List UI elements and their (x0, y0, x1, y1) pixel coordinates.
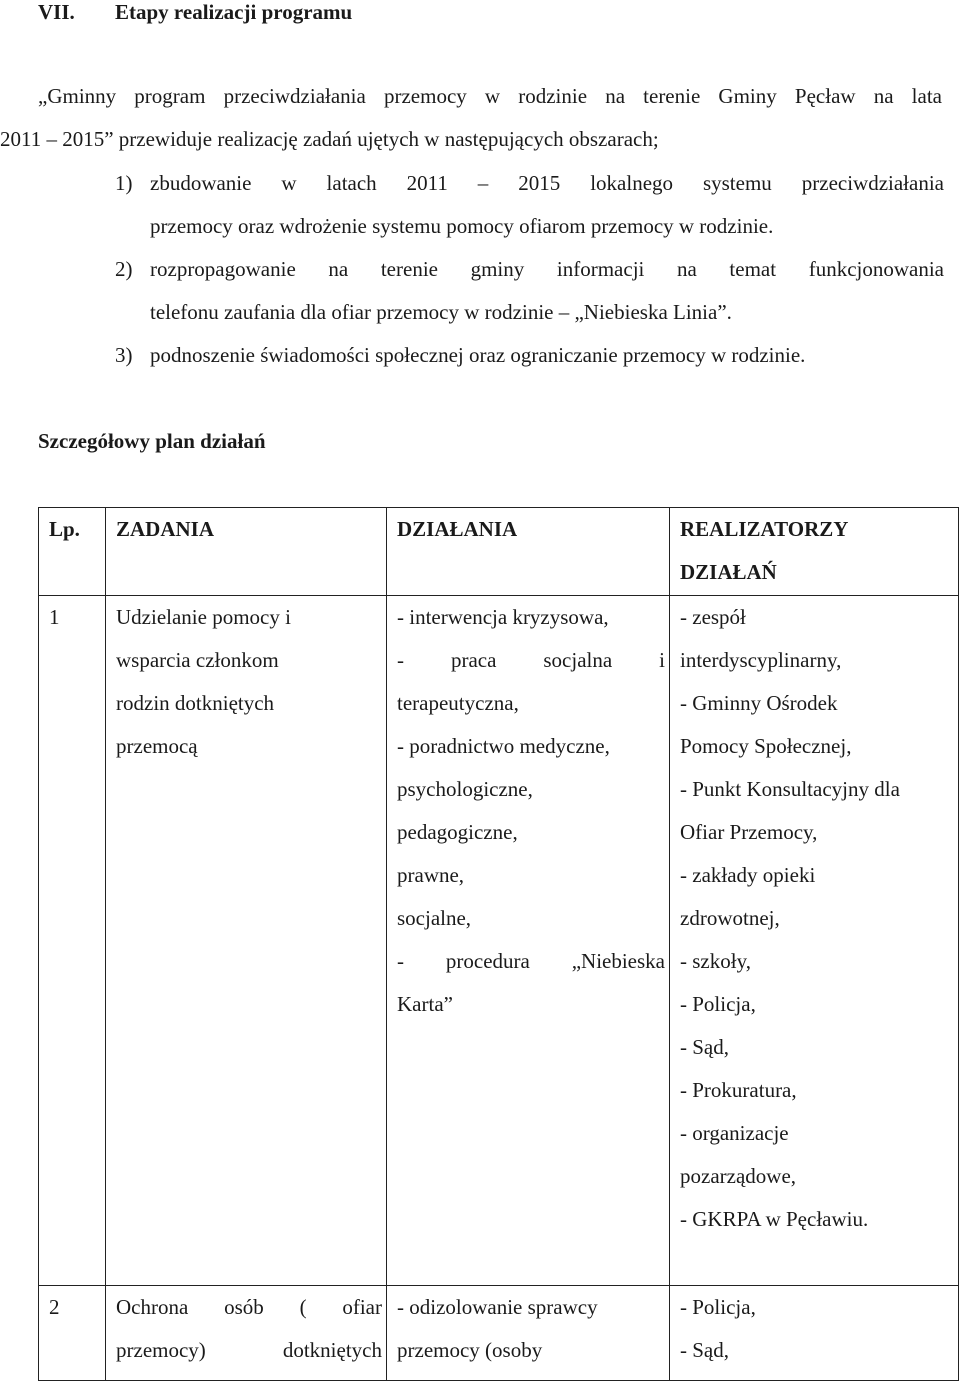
header-realizatorzy-line: REALIZATORZY (680, 517, 849, 541)
cell-line: przemocy (osoby (397, 1338, 543, 1362)
header-realizatorzy-line: DZIAŁAŃ (680, 560, 777, 584)
row-1-realizatorzy (670, 596, 959, 1286)
cell-line: - Sąd, (680, 1338, 729, 1362)
area-2-line-1: rozpropagowanie na terenie gminy informacji na temat funkcjonowania (150, 257, 944, 281)
cell-line: - GKRPA w Pęcławiu. (680, 1207, 869, 1231)
header-zadania: ZADANIA (106, 508, 387, 596)
row-2-dzialania (387, 1286, 670, 1381)
area-1-number: 1) (115, 171, 133, 195)
area-1-line-2: przemocy oraz wdrożenie systemu pomocy ofiarom przemocy w rodzinie. (150, 214, 774, 238)
cell-line: zdrowotnej, (680, 906, 780, 930)
cell-line: Udzielanie pomocy i (116, 605, 291, 629)
cell-line: - poradnictwo medyczne, (397, 734, 610, 758)
cell-line: - interwencja kryzysowa, (397, 605, 609, 629)
cell-line: - Prokuratura, (680, 1078, 797, 1102)
cell-line: psychologiczne, (397, 777, 533, 801)
cell-line: - Policja, (680, 992, 756, 1016)
cell-line: - szkoły, (680, 949, 751, 973)
table-row (39, 596, 959, 1286)
cell-line: interdyscyplinarny, (680, 648, 842, 672)
cell-line: Karta” (397, 992, 453, 1016)
plan-heading: Szczegółowy plan działań (38, 429, 266, 453)
header-realizatorzy (670, 508, 959, 596)
cell-line: prawne, (397, 863, 465, 887)
area-1-line-1: zbudowanie w latach 2011 – 2015 lokalnego systemu przeciwdziałania (150, 171, 944, 195)
cell-line: - odizolowanie sprawcy (397, 1295, 598, 1319)
table-row (39, 1286, 959, 1381)
row-1-zadania (106, 596, 387, 1286)
area-3-number: 3) (115, 343, 133, 367)
cell-line: pozarządowe, (680, 1164, 797, 1188)
section-title: Etapy realizacji programu (115, 0, 353, 24)
intro-line-2: 2011 – 2015” przewiduje realizację zadań ujętych w następujących obszarach; (0, 127, 659, 151)
cell-line: socjalne, (397, 906, 472, 930)
area-3-line-1: podnoszenie świadomości społecznej oraz ograniczanie przemocy w rodzinie. (150, 343, 806, 367)
cell-line: Ochrona osób ( ofiar (116, 1295, 382, 1319)
row-2-zadania (106, 1286, 387, 1381)
cell-line: Pomocy Społecznej, (680, 734, 852, 758)
header-lp: Lp. (39, 508, 106, 596)
intro-line-1: „Gminny program przeciwdziałania przemocy w rodzinie na terenie Gminy Pęcław na lata (38, 84, 942, 108)
row-2-realizatorzy (670, 1286, 959, 1381)
cell-line: - Policja, (680, 1295, 756, 1319)
cell-line: - Sąd, (680, 1035, 729, 1059)
cell-line: - Punkt Konsultacyjny dla (680, 777, 900, 801)
row-1-lp: 1 (39, 596, 106, 1286)
area-2-number: 2) (115, 257, 133, 281)
cell-line: - praca socjalna i (397, 648, 665, 672)
row-1-dzialania (387, 596, 670, 1286)
cell-line: - Gminny Ośrodek (680, 691, 838, 715)
section-number: VII. (38, 0, 75, 24)
cell-line: - zespół (680, 605, 746, 629)
cell-line: pedagogiczne, (397, 820, 518, 844)
cell-line: - organizacje (680, 1121, 789, 1145)
cell-line: terapeutyczna, (397, 691, 519, 715)
area-2-line-2: telefonu zaufania dla ofiar przemocy w rodzinie – „Niebieska Linia”. (150, 300, 732, 324)
cell-line: przemocy) dotkniętych (116, 1338, 382, 1362)
cell-line: przemocą (116, 734, 198, 758)
row-2-lp: 2 (39, 1286, 106, 1381)
cell-line: rodzin dotkniętych (116, 691, 275, 715)
plan-table (38, 507, 959, 1381)
table-header-row (39, 508, 959, 596)
cell-line: wsparcia członkom (116, 648, 279, 672)
cell-line: Ofiar Przemocy, (680, 820, 818, 844)
cell-line: - procedura „Niebieska (397, 949, 665, 973)
header-dzialania: DZIAŁANIA (387, 508, 670, 596)
cell-line: - zakłady opieki (680, 863, 816, 887)
